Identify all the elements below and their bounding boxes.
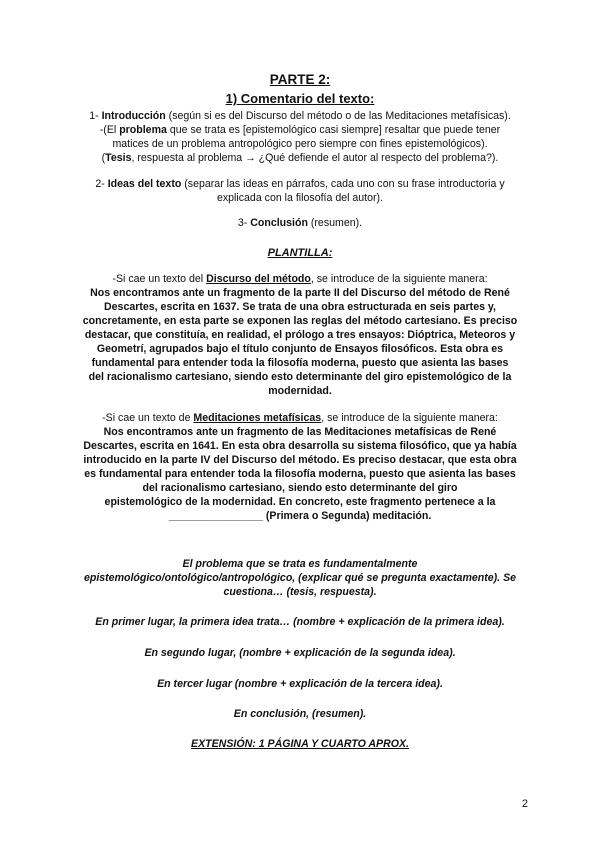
discurso-line: Nos encontramos ante un fragmento de la parte II del Discurso del método de René	[90, 287, 510, 299]
intro-num: 1-	[89, 110, 102, 122]
intro-rest: (según si es del Discurso del método o de las Meditaciones metafísicas).	[165, 110, 511, 122]
conclusion-rest: (resumen).	[307, 217, 363, 229]
meditaciones-line: Descartes, escrita en 1641. En esta obra desarrolla su sistema filosófico, que ya había	[83, 440, 517, 452]
template-primer: En primer lugar, la primera idea trata… (nombre + explicación de la primera idea).	[95, 616, 505, 628]
tesis-pre: (	[101, 152, 106, 164]
problema-line	[60, 123, 540, 137]
page-number: 2	[521, 798, 528, 810]
discurso-line: Geometrí, agrupados bajo el título conjunto de Ensayos filosóficos. Esta obra es	[96, 343, 504, 355]
discurso-line: fundamental para entender toda la filosofía moderna, puesto que asienta las bases	[91, 357, 509, 369]
intro-line	[60, 109, 540, 123]
discurso-line: del racionalismo cartesiano, siendo esto determinante del giro epistemológico de la	[88, 371, 512, 383]
discurso-intro	[60, 272, 540, 286]
meditaciones-title: Meditaciones metafísicas	[193, 412, 322, 424]
ideas-line	[60, 177, 540, 191]
meditaciones-line: Nos encontramos ante un fragmento de las Meditaciones metafísicas de René	[103, 426, 497, 438]
ideas-num: 2-	[95, 178, 108, 190]
problema-line-2: matices de un problema antropológico pero siempre con fines epistemológicos).	[112, 138, 488, 150]
meditaciones-intro	[60, 411, 540, 425]
template-tercer: En tercer lugar (nombre + explicación de la tercera idea).	[157, 678, 443, 690]
discurso-intro-post: , se introduce de la siguiente manera:	[310, 273, 488, 285]
tesis-line	[60, 151, 540, 165]
extension-note: EXTENSIÓN: 1 PÁGINA Y CUARTO APROX.	[191, 738, 409, 750]
discurso-line: concretamente, en esta parte se exponen las reglas del método cartesiano. Es preciso	[82, 315, 518, 327]
template-problema-2: epistemológico/ontológico/antropológico, (explicar qué se pregunta exactamente). Se	[83, 572, 517, 584]
section-heading: 1) Comentario del texto:	[225, 91, 375, 106]
tesis-rest: , respuesta al problema → ¿Qué defiende el autor al respecto del problema?).	[131, 152, 499, 164]
meditaciones-intro-pre: -Si cae un texto de	[102, 412, 194, 424]
template-segundo: En segundo lugar, (nombre + explicación de la segunda idea).	[144, 647, 456, 659]
problema-pre: -(El	[99, 124, 120, 136]
tesis-label: Tesis	[105, 152, 132, 164]
ideas-label: Ideas del texto	[107, 178, 182, 190]
conclusion-num: 3-	[237, 217, 251, 229]
intro-label: Introducción	[101, 110, 166, 122]
plantilla-title: PLANTILLA:	[267, 247, 333, 259]
meditaciones-line: ________________ (Primera o Segunda) meditación.	[168, 510, 432, 522]
discurso-line: modernidad.	[268, 385, 332, 397]
ideas-line-2: explicada con la filosofía del autor).	[216, 192, 384, 204]
discurso-title: Discurso del método	[206, 273, 311, 285]
part-heading: PARTE 2:	[269, 72, 331, 87]
meditaciones-line: del racionalismo cartesiano, siendo esto determinante del giro	[142, 482, 458, 494]
problema-rest-1: que se trata es [epistemológico casi siempre] resaltar que puede tener	[166, 124, 501, 136]
template-problema-1: El problema que se trata es fundamentalmente	[182, 558, 418, 570]
meditaciones-intro-post: , se introduce de la siguiente manera:	[321, 412, 498, 424]
template-conclusion: En conclusión, (resumen).	[233, 708, 367, 720]
conclusion-label: Conclusión	[250, 217, 308, 229]
discurso-line: Descartes, escrita en 1637. Se trata de una obra estructurada en seis partes y,	[104, 301, 496, 313]
problema-label: problema	[119, 124, 167, 136]
discurso-line: destacar, que constituía, en realidad, el prólogo a tres ensayos: Dióptrica, Meteoros y	[84, 329, 516, 341]
meditaciones-line: epistemológico de la modernidad. En concreto, este fragmento pertenece a la	[104, 496, 496, 508]
meditaciones-line: es fundamental para entender toda la filosofía moderna, puesto que asienta las bases	[84, 468, 516, 480]
template-problema-3: cuestiona… (tesis, respuesta).	[223, 586, 377, 598]
meditaciones-line: introducido en la parte IV del Discurso del método. Es preciso destacar, que esta obra	[83, 454, 517, 466]
discurso-intro-pre: -Si cae un texto del	[112, 273, 207, 285]
conclusion-line	[60, 216, 540, 230]
ideas-rest-1: (separar las ideas en párrafos, cada uno con su frase introductoria y	[181, 178, 505, 190]
